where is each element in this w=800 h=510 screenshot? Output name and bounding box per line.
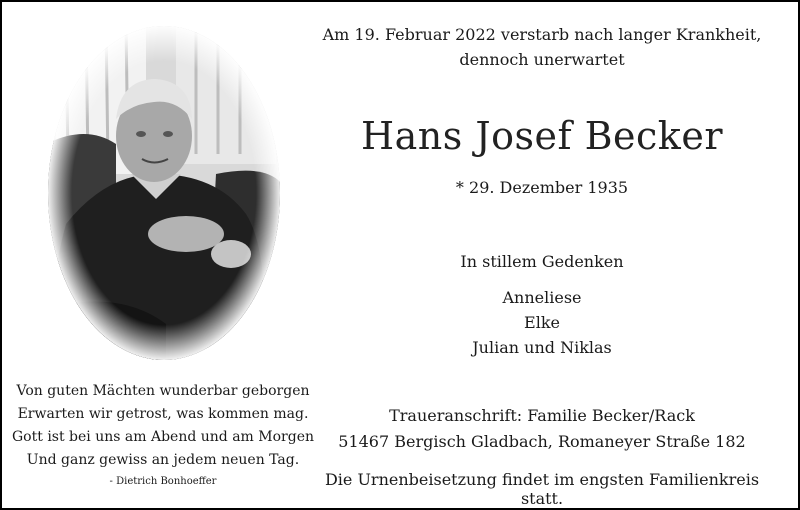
mourner-name: Elke: [524, 313, 560, 332]
poem-author: - Dietrich Bonhoeffer: [109, 476, 217, 487]
poem-line: Von guten Mächten wunderbar geborgen: [16, 383, 310, 399]
portrait-photo-icon: [46, 24, 282, 362]
poem-line: Erwarten wir getrost, was kommen mag.: [17, 406, 309, 422]
poem-line: Und ganz gewiss an jedem neuen Tag.: [26, 452, 300, 468]
mourners-list: [302, 285, 782, 360]
address-line-1: Traueranschrift: Familie Becker/Rack: [389, 406, 695, 425]
mourner-name: Julian und Niklas: [472, 338, 612, 357]
poem-line: Gott ist bei uns am Abend und am Morgen: [12, 429, 314, 445]
announcement-line-2: dennoch unerwartet: [459, 50, 625, 69]
funeral-note: Die Urnenbeisetzung findet im engsten Familienkreis statt.: [324, 470, 760, 508]
poem-verse: [8, 380, 318, 472]
mourning-address: [302, 403, 782, 455]
mourner-name: Anneliese: [502, 288, 582, 307]
address-line-2: 51467 Bergisch Gladbach, Romaneyer Straße 182: [338, 432, 746, 451]
announcement-line-1: Am 19. Februar 2022 verstarb nach langer Krankheit,: [322, 25, 762, 44]
death-announcement: [302, 22, 782, 72]
in-memory-heading: In stillem Gedenken: [460, 252, 624, 271]
birth-date: * 29. Dezember 1935: [455, 178, 629, 197]
portrait-photo: [46, 24, 282, 362]
deceased-name: Hans Josef Becker: [361, 114, 723, 158]
